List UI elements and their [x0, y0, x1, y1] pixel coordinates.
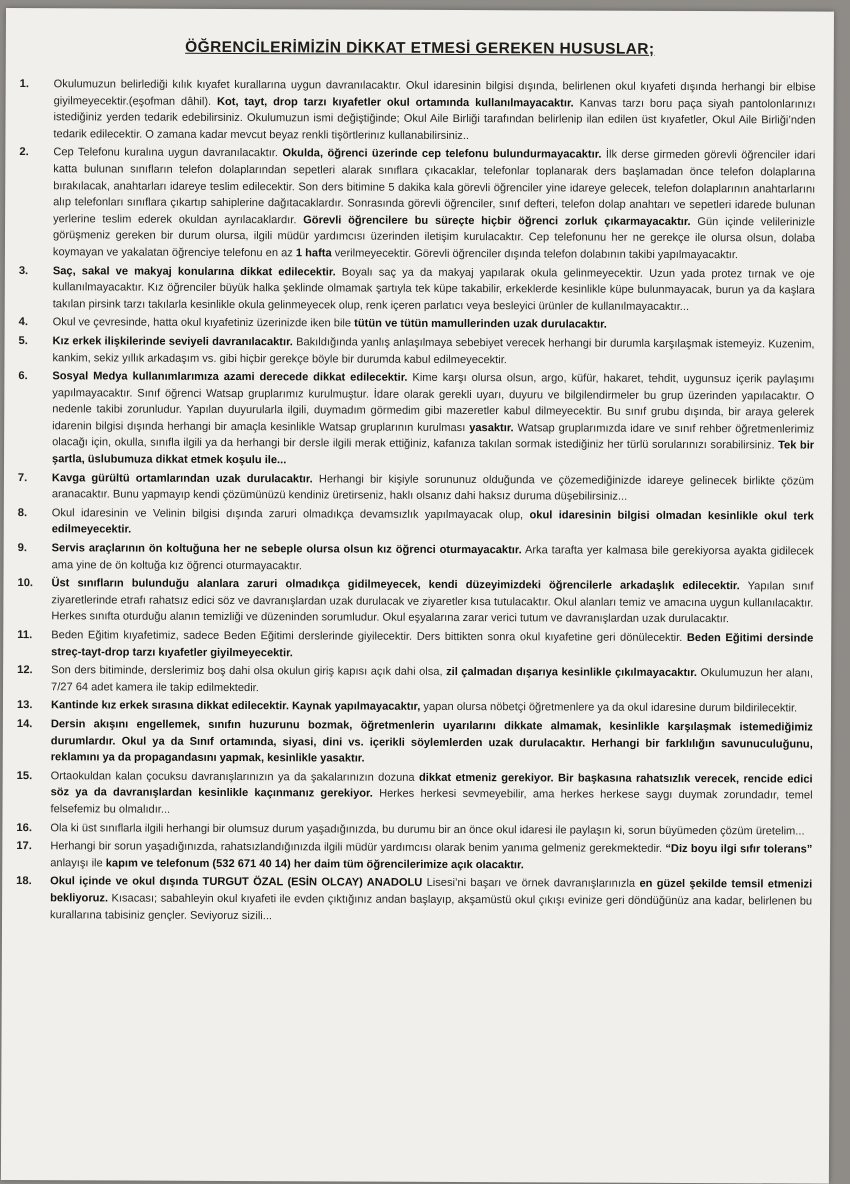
rule-text-bold: Okul içinde ve okul dışında TURGUT ÖZAL (ESİN OLCAY) ANADOLU [50, 875, 423, 890]
rule-text-bold: Kot, tayt, drop tarzı kıyafetler okul ortamında kullanılmayacaktır. [216, 95, 574, 110]
rule-text-segment: Beden Eğitim kıyafetimiz, sadece Beden Eğitimi derslerinde giyilecektir. Ders bittikten sonra okul kıyafetine geri dönülecektir. [51, 629, 687, 644]
rule-text [51, 716, 813, 769]
rule-number: 4. [18, 316, 28, 329]
rule-text-bold: Okulda, öğrenci üzerinde cep telefonu bulundurmayacaktır. [282, 147, 602, 161]
rule-text-bold: okul idaresinin bilgisi olmadan kesinlikle okul terk edilmeyecektir. [51, 509, 814, 536]
rule-number: 17. [16, 840, 32, 853]
rule-text-bold: Sosyal Medya kullanımlarımıza azami derecede dikkat edilecektir. [52, 370, 408, 384]
rule-text-bold: Üst sınıfların bulunduğu alanlara zaruri olmadıkça gidilmeyecek, kendi düzeyimizdeki öğrencilerle arkadaşlık edilecektir. [51, 577, 740, 593]
rule-item [16, 768, 812, 821]
rule-number: 16. [16, 821, 33, 834]
rule-text-segment: Herhangi bir kişiyle sorununuz olduğunda ve çözemediğinizde idareye gelinecek birlikte çözüm aranacaktır. Bunu yapmayıp kendi çözümünüzü kendiniz üretirseniz, haklı olsanız dahi haksız duruma düşebilirsiniz... [51, 472, 814, 503]
rule-text-segment: Gün içinde velilerinizle görüşmeniz gereken bir durum olursa, ilgili müdür yardımcısı üzerinden iletişim kurulacaktır. Cep telefonunu her ne gerekçe ile olursa olsun, dolaba koymayan ve yakalatan öğrenciye telefonu en az [52, 215, 816, 260]
rule-text-segment: Herhangi bir sorun yaşadığınızda, rahatsızlandığınızda ilgili müdür yardımcısı olarak benim yanıma gelmeniz gerekmektedir. [50, 840, 666, 856]
rule-text-segment: Okulumuzun her alanı, 7/27 64 adet kamera ile takip edilmektedir. [51, 667, 814, 694]
rule-item [17, 697, 813, 717]
rule-number: 6. [18, 370, 28, 383]
rule-text-segment: Ortaokuldan kalan çocuksu davranışlarınızın ya da şakalarınızın dozuna [50, 769, 420, 784]
rule-text [51, 662, 813, 699]
rule-text-segment: Kanvas tarzı boru paça siyah pantolonlarınızı istediğiniz yerden tedarik edebilirsiniz. Okulumuzun ismi değiştiğinde; Okul Aile Birliği tarafından belirlenip ilan edilen üst kıyafetler, Okul Aile Birliği’nden tedarik edilecektir. O zamana kadar mevcut beyaz renkli tişörtlerinız kullanabilirsiniz.. [53, 97, 816, 142]
rule-number: 7. [17, 471, 28, 484]
rule-text-bold: Kantinde kız erkek sırasına dikkat edilecektir. Kaynak yapılmayacaktır, [50, 699, 421, 714]
document-page [1, 8, 834, 1184]
rule-text [50, 820, 812, 840]
rule-text-segment: Arka tarafta yer kalmasa bile gerekiyorsa ayakta gidilecek ama yine de ön koltuğa kız öğrenci oturmayacaktır. [51, 544, 814, 572]
rule-number: 5. [18, 334, 28, 348]
rule-text-bold: Görevli öğrencilere bu süreçte hiçbir öğrenci zorluk çıkarmayacaktır. [303, 214, 691, 228]
rule-number: 2. [19, 146, 29, 159]
rule-number: 14. [16, 718, 33, 731]
rule-text-bold: Tek bir şartla, üslubumuza dikkat etmek koşulu ile... [52, 439, 815, 467]
document-title: ÖĞRENCİLERİMİZİN DİKKAT ETMESİ GEREKEN HUSUSLAR; [185, 38, 655, 58]
rule-text [52, 368, 814, 471]
rule-text-segment: Herkes herkesi sevmeyebilir, ama herkes herkese saygı duymak zorundadır, temel felsefemiz bu olmalıdır... [50, 787, 813, 816]
rule-item [19, 76, 815, 146]
rule-text [50, 838, 812, 875]
rule-text-bold: kapım ve telefonum (532 671 40 14) her daim tüm öğrencilerimize açık olacaktır. [105, 857, 524, 871]
rule-text-bold: tütün ve tütün mamullerinden uzak durulacaktır. [354, 317, 607, 331]
rule-number: 18. [16, 875, 32, 888]
rule-item [16, 820, 812, 840]
rule-item [19, 144, 815, 264]
rule-text-segment: Kısacası; sabahleyin okul kıyafeti ile evden çıktığınız andan başlayıp, akşamüstü okul çıkışı evinize geri döndüğünüz ana kadar, belirlenen bu kurallarına tabisiniz gençler. Seviyoruz sizili... [50, 892, 813, 922]
rule-text-segment: yapan olursa nöbetçi öğretmenlere ya da okul idaresine durum bildirilecektir. [420, 701, 798, 715]
rule-text [52, 333, 814, 370]
rule-item [18, 368, 814, 471]
rule-text [51, 627, 813, 664]
rule-text [50, 768, 812, 821]
rule-text-segment: Cep Telefonu kuralına uygun davranılacaktır. [53, 146, 283, 160]
rule-text-segment: Yapılan sınıf ziyaretlerinde etrafı rahatsız edici söz ve davranışlardan uzak durulacak ve ziyaretler kısa tutulacaktır. Okul alanları temiz ve amacına uygun kullanılacaktır. Herkes sınıfta oturduğu alanın temizliği ve düzeninden sorumludur. Okul eşyalarına zarar verici tutum ve davranışlardan uzak durulacaktır. [51, 580, 814, 626]
rule-text [52, 505, 814, 542]
rule-item [18, 470, 814, 507]
rule-number: 3. [18, 264, 29, 277]
rule-item [17, 716, 813, 769]
rule-text-segment: Boyalı saç ya da makyaj yapılarak okula gelinmeyecektir. Uzun yada protez tırnak ve oje kullanılmayacaktır. Kız öğrenciler büyük halka şeklinde olmamak şartıyla tek küpe takabilir, erkeklerde kesinlikle küpe bulunmayacak, burun ya da kaşlara takılan pirsink tarzı takılarla kesinlikle okula gelinmeyecek olup, renk içeren parlatıcı veya besleyici ürünler de kullanılmayacaktır... [52, 265, 815, 313]
rule-number: 15. [16, 769, 33, 782]
rule-number: 9. [17, 542, 28, 555]
rule-text-segment: İlk derse girmeden görevli öğrenciler idari katta bulunan sınıfların telefon dolaplarından sepetleri alarak sınıflara çıkacaklar, telefonlar toplanarak ders başlamadan önce telefon dolaplarına bırakılacak, anahtarları idareye teslim edilecektir. Son ders bitimine 5 dakika kala görevli öğrenciler yine idareye gelecek, telefon dolaplarının anahtarlarını alıp telefonları sınıflara çıkartıp sahiplerine dağıtacaklardır. Sonrasında görevli öğrenciler, sınıf defteri, telefon dolap anahtarı ve sepetleri idarede bulunan yerlerine teslim ederek okuldan ayrılacaklardır. [53, 148, 816, 227]
rule-item [18, 540, 814, 577]
rule-text [53, 263, 815, 316]
rule-number: 8. [17, 506, 28, 519]
rule-text-segment: Kime karşı olursa olsun, argo, küfür, hakaret, tehdit, uygunsuz içerik paylaşımı yapılmayacaktır. Sınıf öğrenci Watsap gruplarımız kurulmuştur. İdare olarak gerekli uyarı, duyuru ve bilgilendirmeler bu grup üzerinden yapılacaktır. O nedenle takibi zorunludur. Yapılan duyurularla ilgili, duymadım görmedim gibi mazeretler kabul dilmeyecektir. Bu sınıf grubu dışında, bir araya gelerek idarenin bilgisi dışında herhangi bir amaçla kesinlikle Watsap gruplarının kurulması [52, 371, 815, 434]
rules-list [16, 76, 816, 929]
rule-item [16, 838, 812, 875]
rule-text-segment: Son ders bitiminde, derslerimiz boş dahi olsa okulun giriş kapısı açık dahi olsa, [51, 664, 447, 679]
rule-text-bold: Beden Eğitimi dersinde streç-tayt-drop tarzı kıyafetler giyilmeyecektir. [51, 631, 814, 659]
rule-text-segment: Okulumuzun belirlediği kılık kıyafet kurallarına uygun davranılacaktır. Okul idaresinin bilgisi dışında, belirlenen okul kıyafeti dışında herhangi bir elbise giyilmeyecektir.(eşofman dâhil). [53, 78, 816, 108]
rule-item [17, 627, 813, 664]
rule-item [18, 333, 814, 370]
rule-text-segment: anlayışı ile [50, 856, 106, 870]
rule-text-segment: Watsap gruplarımızda idare ve sınıf rehber öğretmenlerimiz olacağı için, okulla, sınıfla ilgili ya da herhangi bir dersle ilgili merak ettiğiniz, kafanıza takılan sormak istediğiniz her türlü sorularınızı sorabilirsiniz. [52, 422, 815, 452]
rule-text [53, 76, 815, 146]
rule-item [19, 263, 815, 316]
rule-text-bold: Saç, sakal ve makyaj konularına dikkat edilecektir. [52, 264, 336, 278]
rule-text-segment: verilmeyecektir. Görevli öğrenciler dışında telefon dolabının takibi yapılmayacaktır. [331, 247, 739, 262]
rule-text-bold: zil çalmadan dışarıya kesinlikle çıkılmayacaktır. [446, 666, 698, 680]
rule-item [19, 314, 815, 334]
rule-number: 12. [17, 664, 33, 677]
rule-text-bold: Kız erkek ilişkilerinde seviyeli davranılacaktır. [52, 335, 293, 349]
rule-text [53, 145, 815, 264]
rule-text-bold: “Diz boyu ilgi sıfır tolerans” [665, 843, 813, 856]
rule-item [16, 873, 812, 926]
rule-number: 13. [16, 699, 33, 712]
rule-text-bold: Kavga gürültü ortamlarından uzak durulacaktır. [51, 471, 313, 485]
rule-text-segment: Bakıldığında yanlış anlaşılmaya sebebiyet verecek herhangi bir durumla karşılaşmak istemeyiz. Kuzenim, kankim, sekiz yıllık arkadaşım vs. gibi hiçbir gerekçe böyle bir durumda kabul edilmeyecektir. [52, 336, 815, 366]
rule-text-bold: yasaktır. [469, 421, 514, 435]
rule-item [17, 575, 813, 628]
rule-text-bold: 1 hafta [295, 247, 332, 260]
rule-text [52, 470, 814, 507]
rule-item [17, 662, 813, 699]
rule-text-bold: Dersin akışını engellemek, sınıfın huzurunu bozmak, öğretmenlerin uyarılarını dikkate almamak, kesinlikle karşılaşmak istemediğimiz durumlardır. Okul ya da Sınıf ortamında, siyasi, dini vs. içerikli söylemlerden uzak durulacaktır. Herhangi bir farklılığın savunuculuğunu, reklamını ya da propagandasını yapmak, kesinlikle yasaktır. [50, 718, 813, 765]
rule-text-bold: Servis araçlarının ön koltuğuna her ne sebeple olursa olsun kız öğrenci oturmayacaktır. [51, 542, 522, 557]
rule-text-bold: dikkat etmeniz gerekiyor. Bir başkasına rahatsızlık verecek, rencide edici söz ya da davranışlardan kesinlikle kaçınmanız gerekiyor. [50, 771, 813, 800]
rule-text [51, 698, 813, 718]
rule-text-bold: en güzel şekilde temsil etmenizi bekliyoruz. [50, 878, 813, 905]
rule-text-segment: Lisesi’ni başarı ve örnek davranışlarınızla [422, 877, 640, 891]
rule-text [52, 540, 814, 577]
rule-text [50, 874, 812, 927]
rule-text-segment: Ola ki üst sınıflarla ilgili herhangi bir olumsuz durum yaşadığınızda, bu durumu bir an önce okul idaresi ile paylaşın ki, sorun büyümeden çözüm üretelim... [50, 821, 805, 838]
rule-text-segment: Okul idaresinin ve Velinin bilgisi dışında zaruri olmadıkça devamsızlık yapılmayacak olup, [51, 507, 530, 522]
rule-number: 1. [19, 78, 30, 91]
rule-text-segment: Okul ve çevresinde, hatta okul kıyafetiniz üzerinizde iken bile [52, 316, 355, 330]
rule-text [53, 315, 815, 335]
rule-number: 10. [17, 577, 34, 590]
rule-text [51, 575, 813, 628]
rule-number: 11. [17, 629, 33, 642]
rule-item [18, 505, 814, 542]
